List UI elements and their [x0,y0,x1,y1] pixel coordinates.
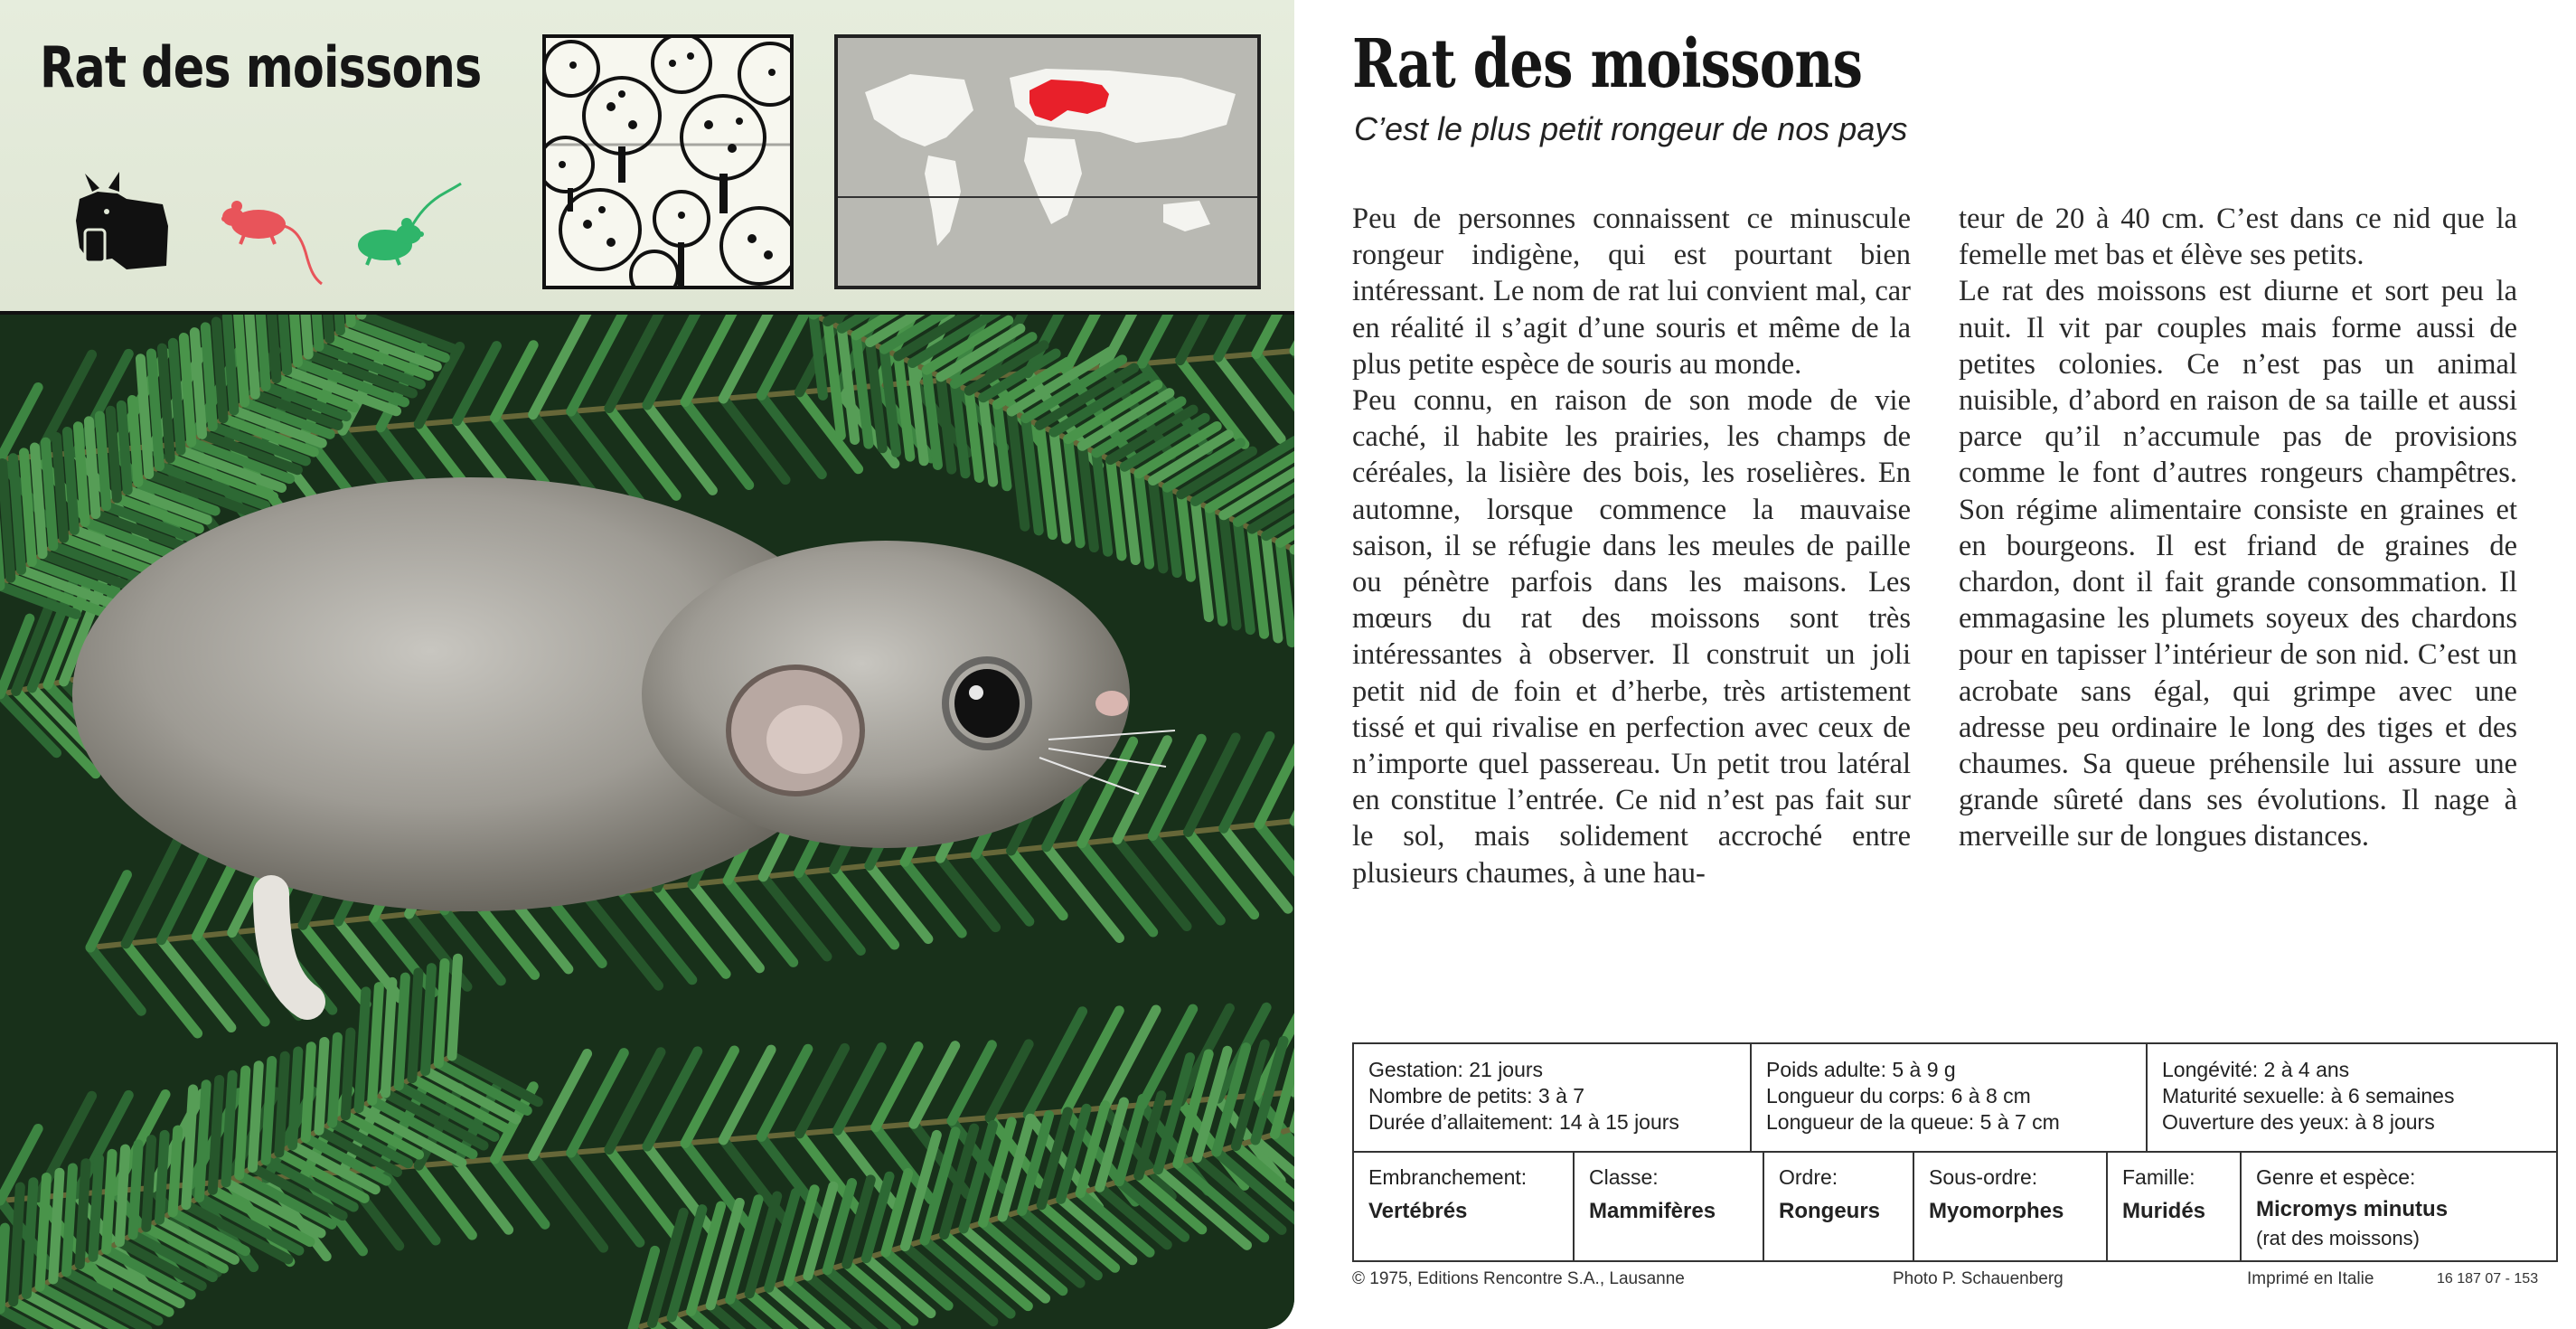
taxonomy-value: Myomorphes [1929,1199,2064,1223]
taxonomy-value: Rongeurs [1779,1199,1881,1223]
taxonomy-genre-espece [2240,1151,2556,1260]
card-footer [1352,1262,2558,1293]
green-mouse-icon [353,176,465,276]
distribution-map [834,34,1261,289]
taxonomy-embranchement [1354,1151,1573,1260]
taxonomy-value: Mammifères [1589,1199,1716,1223]
fact-line: Longueur de la queue: 5 à 7 cm [1766,1110,2060,1134]
taxonomy-sous-ordre [1913,1151,2106,1260]
text-column-1 [1352,201,1911,891]
taxonomy-label: Embranchement: [1368,1165,1528,1189]
right-card-title: Rat des moissons [1352,25,1863,103]
taxonomy-value: Muridés [2122,1199,2206,1223]
copyright-text: © 1975, Editions Rencontre S.A., Lausanne [1352,1269,1685,1288]
reproduction-facts [1354,1044,1750,1151]
habitat-forest-icon [542,34,794,289]
taxonomy-value: Vertébrés [1368,1199,1468,1223]
taxonomy-value: Micromys minutus [2256,1197,2449,1221]
cow-head-icon [72,172,172,278]
measurement-facts [1750,1044,2146,1151]
fact-line: Durée d’allaitement: 14 à 15 jours [1368,1110,1679,1134]
right-card-subtitle: C’est le plus petit rongeur de nos pays [1354,110,1908,147]
paragraph: Le rat des moissons est diurne et sort peu la nuit. Il vit par couples mais forme aussi de petites colonies. Ce n’est pas un animal nuisible, d’abord en raison de sa taille et aussi parce qu’il n’accumule pas de provisions comme le font d’autres rongeurs champêtres. Son régime alimentaire consiste en graines et en bourgeons. Il est friand de graines de chardon, dont il fait grande consommation. Il emmagasine les plumets soyeux des chardons pour en tapisser l’intérieur de son nid. C’est un acrobate sans égal, qui grimpe avec une adresse peu ordinaire le long des tiges et des chaumes. Sa queue préhensile lui assure une grande sûreté dans ses évolutions. Il nage à merveille sur de longues distances. [1959,275,2517,853]
fact-line: Poids adulte: 5 à 9 g [1766,1058,1956,1081]
fact-line: Gestation: 21 jours [1368,1058,1544,1081]
paragraph: Peu connu, en raison de son mode de vie caché, il habite les prairies, les champs de céréales, la lisière des bois, les roselières. En automne, lorsque commence la mauvaise saison, il se réfugie dans les meules de paille ou pénètre parfois dans les maisons. Les mœurs du rat des moissons sont très intéressantes à observer. Il construit un joli petit nid de foin et d’herbe, très artistement tissé et qui rivalise en perfection avec ceux de n’importe quel passereau. Un petit trou latéral en constitue l’entrée. Ce nid n’est pas fait sur le sol, mais solidement accroché entre plusieurs chaumes, à une hau- [1352,384,1911,890]
taxonomy-label: Ordre: [1779,1165,1838,1189]
right-card [1312,0,2576,1329]
taxonomy-label: Famille: [2122,1165,2195,1189]
text-column-2 [1959,201,2517,855]
taxonomy-famille [2106,1151,2240,1260]
left-card-header [0,0,1294,315]
left-card-title: Rat des moissons [40,34,482,100]
card-code: 16 187 07 - 153 [2437,1271,2539,1287]
fact-line: Longévité: 2 à 4 ans [2162,1058,2350,1081]
taxonomy-label: Classe: [1589,1165,1659,1189]
facts-row-taxonomy [1354,1151,2556,1260]
taxonomy-note: (rat des moissons) [2256,1227,2420,1249]
printed-in: Imprimé en Italie [2247,1269,2374,1288]
paragraph: teur de 20 à 40 cm. C’est dans ce nid que la femelle met bas et élève ses petits. [1959,203,2517,272]
taxonomy-label: Sous-ordre: [1929,1165,2038,1189]
fact-line: Ouverture des yeux: à 8 jours [2162,1110,2435,1134]
facts-table [1352,1042,2558,1262]
fact-line: Maturité sexuelle: à 6 semaines [2162,1084,2455,1108]
taxonomy-classe [1573,1151,1763,1260]
fact-line: Nombre de petits: 3 à 7 [1368,1084,1585,1108]
paragraph: Peu de personnes connaissent ce minuscule rongeur indigène, qui est pourtant bien intéressant. Le nom de rat lui convient mal, car en réalité il s’agit d’une souris et même de la plus petite espèce de souris au monde. [1352,203,1911,381]
development-facts [2146,1044,2556,1151]
taxonomy-label: Genre et espèce: [2256,1165,2416,1189]
facts-row-biology [1354,1044,2556,1153]
photo-credit: Photo P. Schauenberg [1893,1269,2064,1288]
fact-line: Longueur du corps: 6 à 8 cm [1766,1084,2031,1108]
red-mouse-icon [217,190,325,289]
harvest-mouse-photo [0,315,1294,1329]
taxonomy-ordre [1763,1151,1913,1260]
